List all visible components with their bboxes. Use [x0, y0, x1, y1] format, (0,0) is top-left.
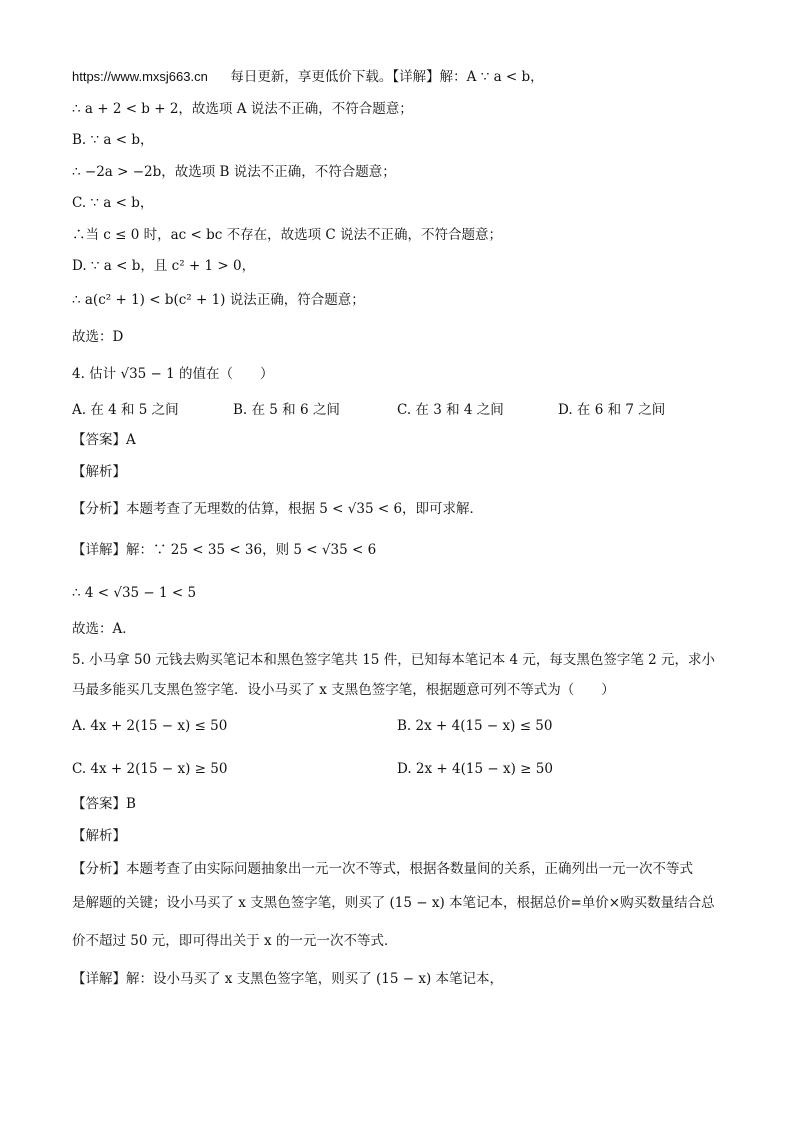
question-4-option-d: D. 在 6 和 7 之间 [558, 402, 666, 418]
question-4-analysis-heading: 【解析】 [72, 464, 126, 480]
question-4-choice: 故选：A． [72, 621, 136, 637]
question-5-stem-line-2: 马最多能买几支黑色签字笔．设小马买了 x 支黑色签字笔，根据题意可列不等式为（ ） [72, 682, 615, 698]
question-4-therefore: ∴ 4 < √35 − 1 < 5 [72, 585, 197, 601]
text-line: B. ∵ a < b， [72, 132, 154, 148]
question-4-analysis: 【分析】本题考查了无理数的估算，根据 5 < √35 < 6，即可求解． [72, 501, 484, 517]
question-4-option-a: A. 在 4 和 5 之间 [72, 402, 179, 418]
source-url[interactable]: https://www.mxsj663.cn [72, 69, 208, 84]
text-line: D. ∵ a < b，且 c² + 1 > 0， [72, 258, 256, 274]
question-5-analysis-heading: 【解析】 [72, 828, 126, 844]
question-5-analysis-line-1: 【分析】本题考查了由实际问题抽象出一元一次不等式，根据各数量间的关系，正确列出一元一次不等式 [72, 861, 693, 877]
text-line: 每日更新，享更低价下载。【详解】解：A ∵ a < b， [230, 69, 544, 85]
text-line: ∴ a + 2 < b + 2，故选项 A 说法不正确，不符合题意； [72, 101, 413, 117]
question-5-option-a: A. 4x + 2(15 − x) ≤ 50 [72, 718, 228, 734]
text-line: ∴ −2a > −2b，故选项 B 说法不正确，不符合题意； [72, 164, 396, 180]
question-4-detail: 【详解】解：∵ 25 < 35 < 36，则 5 < √35 < 6 [72, 542, 377, 558]
question-5-analysis-line-3: 价不超过 50 元，即可得出关于 x 的一元一次不等式． [72, 933, 398, 949]
question-5-detail: 【详解】解：设小马买了 x 支黑色签字笔，则买了 (15 − x) 本笔记本， [72, 971, 503, 987]
question-5-stem-line-1: 5. 小马拿 50 元钱去购买笔记本和黑色签字笔共 15 件，已知每本笔记本 4 元，每支黑色签字笔 2 元，求小 [72, 652, 716, 668]
text-line: C. ∵ a < b， [72, 195, 154, 211]
question-5-option-c: C. 4x + 2(15 − x) ≥ 50 [72, 761, 228, 777]
question-4-option-b: B. 在 5 和 6 之间 [233, 402, 340, 418]
text-line: ∴ a(c² + 1) < b(c² + 1) 说法正确，符合题意； [72, 292, 365, 308]
question-5-option-b: B. 2x + 4(15 − x) ≤ 50 [397, 718, 553, 734]
question-5-analysis-line-2: 是解题的关键；设小马买了 x 支黑色签字笔，则买了 (15 − x) 本笔记本，根据总价=单价×购买数量结合总 [72, 895, 715, 911]
question-5-answer: 【答案】B [72, 796, 136, 812]
question-4-stem: 4. 估计 √35 − 1 的值在（ ） [72, 366, 274, 382]
question-4-answer: 【答案】A [72, 432, 136, 448]
header-line [72, 68, 544, 86]
question-5-option-d: D. 2x + 4(15 − x) ≥ 50 [397, 761, 553, 777]
question-4-option-c: C. 在 3 和 4 之间 [397, 402, 504, 418]
text-line: ∴当 c ≤ 0 时，ac < bc 不存在，故选项 C 说法不正确，不符合题意； [72, 227, 503, 243]
text-line: 故选：D [72, 329, 124, 345]
